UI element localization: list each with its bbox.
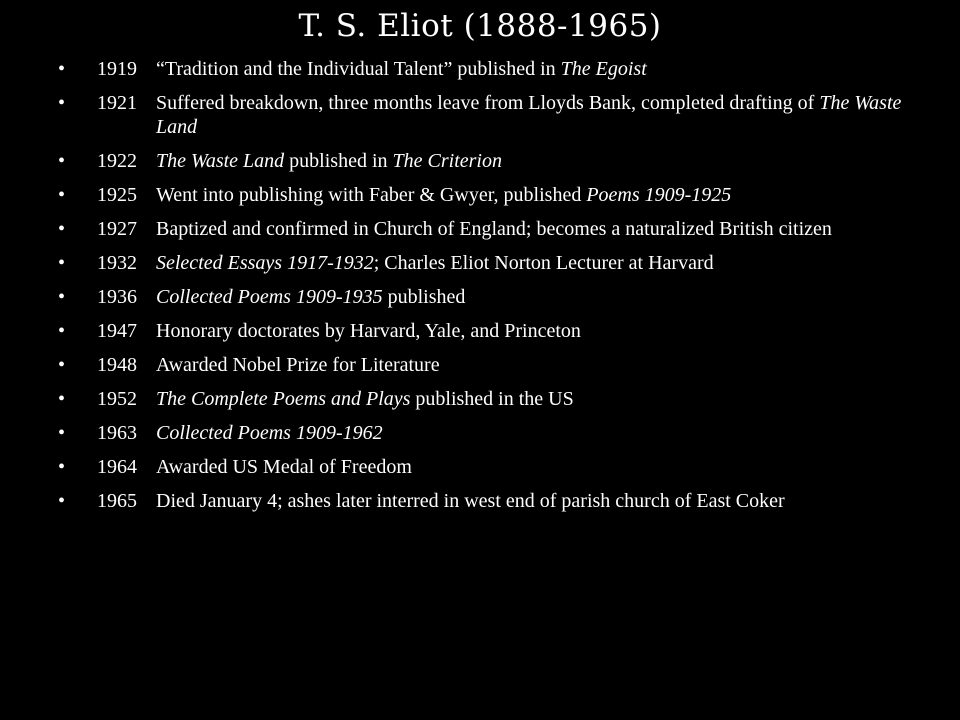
entry-description [156,251,918,275]
entry-year: 1922 [97,150,137,172]
slide-title: T. S. Eliot (1888-1965) [298,8,662,44]
bullet-icon: • [58,252,66,274]
bullet-icon: • [58,388,66,410]
work-title: Collected Poems 1909-1962 [156,422,383,444]
entry-year: 1963 [97,422,137,444]
timeline-entry [58,217,918,241]
entry-year: 1947 [97,320,137,342]
timeline-entry [58,353,918,377]
entry-description [156,489,918,513]
timeline-entry [58,387,918,411]
entry-description [156,149,918,173]
timeline-entry [58,57,918,81]
timeline-entry [58,251,918,275]
entry-description [156,183,918,207]
entry-description [156,387,918,411]
description-text: Died January 4; ashes later interred in west end of parish church of East Coker [156,490,785,512]
work-title: Selected Essays 1917-1932 [156,252,374,274]
timeline-entry [58,183,918,207]
entry-description [156,285,918,309]
timeline-entry [58,455,918,479]
work-title: The Waste Land [156,92,902,138]
entry-year: 1921 [97,92,137,114]
entry-year: 1965 [97,490,137,512]
description-text: Honorary doctorates by Harvard, Yale, and Princeton [156,320,581,342]
description-text: ; Charles Eliot Norton Lecturer at Harvard [373,252,714,274]
description-text: published in [284,150,393,172]
entry-description [156,455,918,479]
entry-description [156,217,918,241]
description-text: Awarded US Medal of Freedom [156,456,412,478]
entry-year: 1948 [97,354,137,376]
timeline-entry [58,285,918,309]
description-text: Suffered breakdown, three months leave from Lloyds Bank, completed drafting of [156,92,820,114]
entry-year: 1927 [97,218,137,240]
description-text: “Tradition and the Individual Talent” published in [156,58,561,80]
work-title: Collected Poems 1909-1935 [156,286,383,308]
timeline-entry [58,489,918,513]
bullet-icon: • [58,184,66,206]
entry-description [156,57,918,81]
description-text: published [382,286,466,308]
work-title: The Criterion [392,150,502,172]
bullet-icon: • [58,150,66,172]
timeline-entry [58,319,918,343]
description-text: Awarded Nobel Prize for Literature [156,354,440,376]
timeline-list [58,57,918,523]
work-title: Poems 1909-1925 [586,184,732,206]
entry-description [156,91,918,139]
work-title: The Complete Poems and Plays [156,388,411,410]
entry-year: 1925 [97,184,137,206]
work-title: The Waste Land [156,150,285,172]
description-text: Baptized and confirmed in Church of England; becomes a naturalized British citizen [156,218,832,240]
entry-description [156,421,918,445]
entry-year: 1936 [97,286,137,308]
entry-year: 1932 [97,252,137,274]
description-text: Went into publishing with Faber & Gwyer, published [156,184,587,206]
work-title: The Egoist [560,58,647,80]
bullet-icon: • [58,58,66,80]
timeline-entry [58,91,918,139]
entry-year: 1952 [97,388,137,410]
bullet-icon: • [58,320,66,342]
bullet-icon: • [58,490,66,512]
timeline-entry [58,149,918,173]
bullet-icon: • [58,286,66,308]
entry-year: 1919 [97,58,137,80]
description-text: published in the US [410,388,574,410]
bullet-icon: • [58,456,66,478]
entry-description [156,319,918,343]
bullet-icon: • [58,354,66,376]
bullet-icon: • [58,92,66,114]
bullet-icon: • [58,218,66,240]
timeline-entry [58,421,918,445]
entry-description [156,353,918,377]
entry-year: 1964 [97,456,137,478]
bullet-icon: • [58,422,66,444]
